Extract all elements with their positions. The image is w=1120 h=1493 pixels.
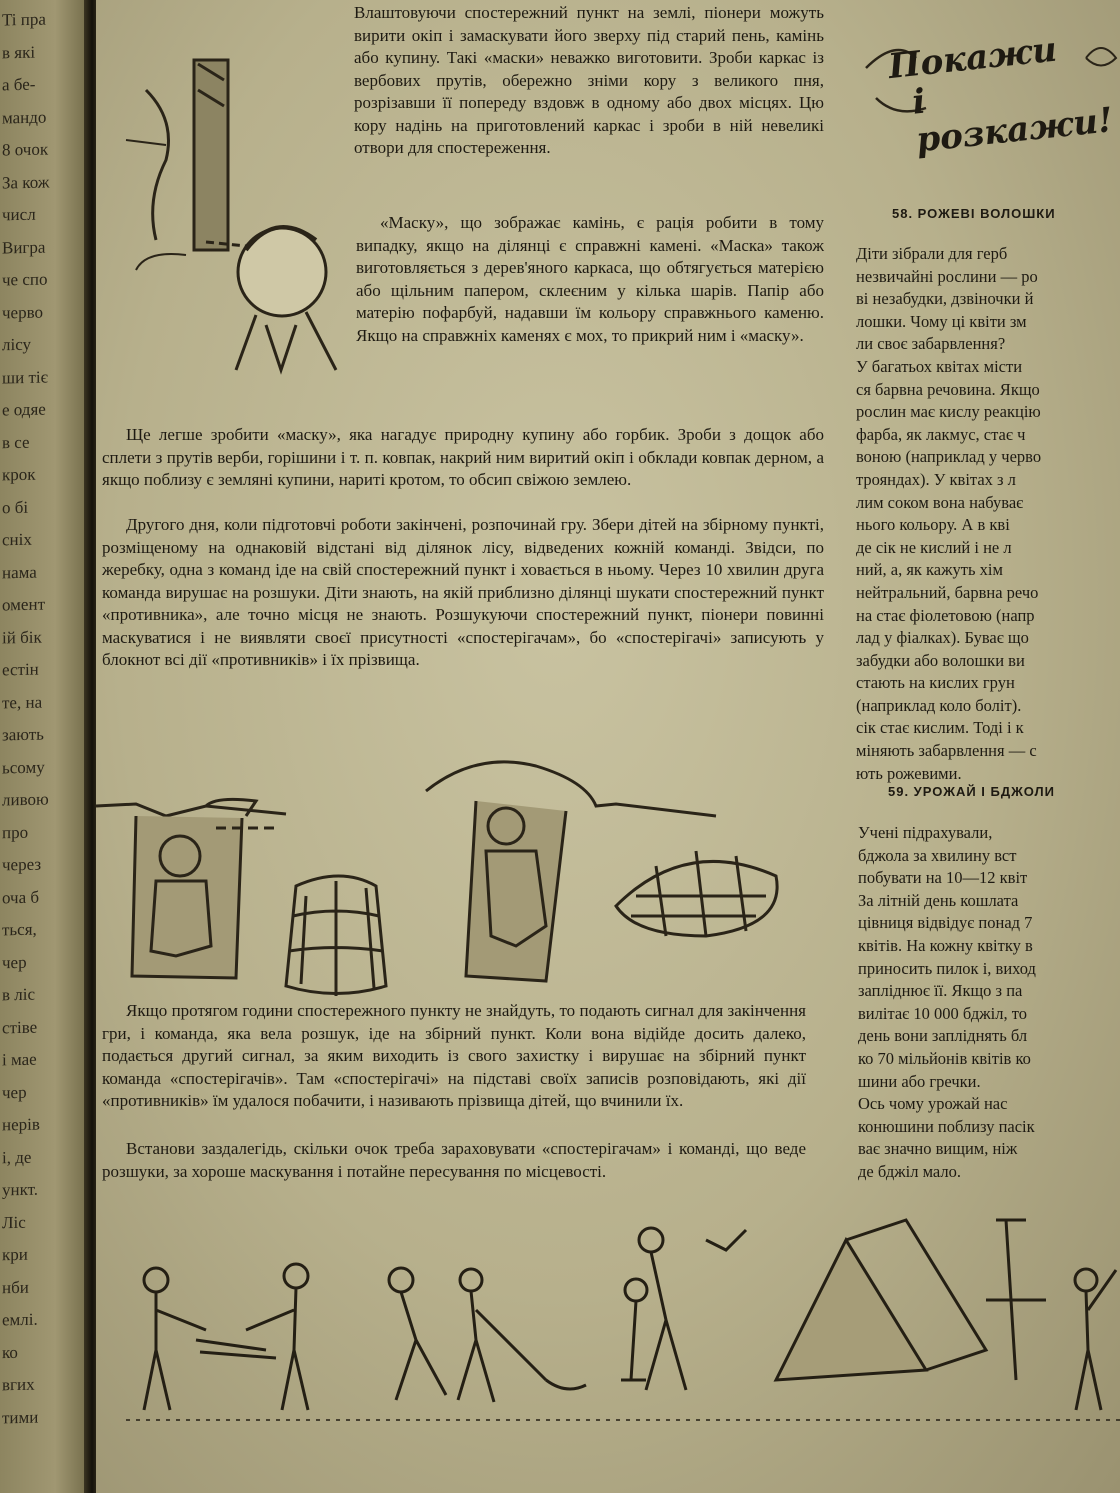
section-59-line: побувати на 10—12 квіт	[858, 868, 1028, 888]
section-58-line: незвичайні рослини — ро	[856, 266, 1038, 286]
section-58-line: трояндах). У квітах з л	[856, 469, 1016, 489]
left-page-fragment: лісу	[2, 334, 32, 355]
section-58-line: ють рожевими.	[856, 763, 962, 783]
end-game-paragraph: Якщо протягом години спостережного пункту не знайдуть, то подають сигнал для закінчення гри, і команда, яка вела розшук, іде на збірний пункт. Коли вона відійде досить далеко, подається другий сигнал, за яким виходить із свого захистку і вирушає на збірний пункт команда «спостерігачів». Там «спостерігачі» на підставі своїх записів розповідають, які дії «противників» їм удалося побачити, і називають прізвища дітей, що вчинили їх.	[102, 1001, 806, 1110]
hidden-observers-illustration	[96, 756, 816, 996]
left-page-fragment: емлі.	[2, 1309, 38, 1330]
left-page-fragment: омент	[2, 594, 46, 615]
left-page-fragment: ій бік	[2, 627, 42, 647]
left-page-fragment: числ	[2, 204, 36, 225]
title-line-1: Покажи	[886, 29, 1059, 88]
left-page-fragment: нама	[2, 562, 37, 582]
section-59-line: квітів. На кожну квітку в	[858, 935, 1033, 955]
left-page-fragment: ши тіє	[2, 367, 48, 387]
left-page-fragment: мандо	[2, 107, 47, 127]
section-58-line: ся барвна речовина. Якщо	[856, 379, 1040, 399]
left-page-fragment: о бі	[2, 497, 29, 517]
section-58-line: У багатьох квітах місти	[856, 356, 1023, 376]
section-58-line: забудки або волошки ви	[856, 650, 1025, 670]
left-page-fragment: а бе-	[2, 74, 36, 95]
section-59-line: день вони запліднять бл	[858, 1026, 1028, 1046]
section-58-line: лошки. Чому ці квіти зм	[856, 311, 1027, 331]
left-page-fragment: ьсому	[2, 757, 45, 777]
left-page-fragment: нби	[2, 1277, 29, 1297]
left-page-fragment: ко	[2, 1342, 18, 1362]
section-58-line: рослин має кислу реакцію	[856, 402, 1041, 422]
left-page-fragment: оча б	[2, 887, 40, 907]
section-58-line: лад у фіалках). Буває що	[856, 628, 1029, 648]
left-page-fragment: стіве	[2, 1017, 38, 1037]
right-page	[96, 0, 1120, 1493]
left-page-fragment: сніх	[2, 529, 32, 550]
section-59-line: вилітає 10 000 бджіл, то	[858, 1003, 1027, 1023]
left-page-fragment: Ti пра	[2, 9, 46, 30]
intro-paragraph: Влаштовуючи спостережний пункт на землі, піонери можуть вирити окіп і замаскувати його зверху під старий пень, камінь або купину. Такі «маски» неважко виготовити. Зроби каркас із вербових прутів, обережно зніми кору з великого пня, розрізавши її попереду вздовж в одному або двох місцях. Цю кору надінь на приготовлений каркас і зроби в ній невеликі отвори для спостереження.	[354, 3, 824, 157]
section-59-text	[858, 822, 1036, 1184]
section-58-line: Діти зібрали для герб	[856, 244, 1008, 263]
section-58-line: ли своє забарвлення?	[856, 334, 1006, 354]
left-page-fragment: про	[2, 822, 29, 842]
section-59-line: конюшини поблизу пасік	[858, 1116, 1035, 1136]
show-and-tell-title	[887, 24, 1120, 161]
section-59-line: Учені підрахували,	[858, 823, 993, 842]
left-page-fragment: че спо	[2, 269, 48, 290]
left-page-fragment: Вигра	[2, 237, 46, 257]
mask-stone-paragraph: «Маску», що зображає камінь, є рація робити в тому випадку, якщо на ділянці є справжні камені. «Маска» також виготовляється з дерев'яного каркаса, що обтягується матерією або щільним папером, склеєним у кілька шарів. Папір або матерію пофарбуй, надавши їм кольору справжнього каменю. Якщо на справжніх каменях є мох, то прикрий ним і «маску».	[356, 213, 824, 345]
section-59-line: ко 70 мільйонів квітів ко	[858, 1048, 1031, 1068]
section-58-heading: 58. РОЖЕВІ ВОЛОШКИ	[892, 206, 1056, 221]
section-58-line: воною (наприклад у черво	[856, 447, 1042, 467]
left-page-fragment: черво	[2, 302, 44, 322]
left-page-fragment: те, на	[2, 692, 43, 712]
left-page-fragment: е одяе	[2, 399, 46, 420]
left-page-fragment: кри	[2, 1244, 28, 1265]
section-59-line: За літній день кошлата	[858, 890, 1019, 910]
left-page-fragment: ливою	[2, 789, 49, 810]
points-paragraph: Встанови заздалегідь, скільки очок треба зараховувати «спостерігачам» і команді, що веде розшуки, за хороше маскування і потайне пересування по місцевості.	[102, 1139, 806, 1181]
section-58-line: (наприклад коло боліт).	[856, 695, 1022, 715]
section-59-heading: 59. УРОЖАЙ І БДЖОЛИ	[888, 784, 1055, 799]
left-page-fragment: чер	[2, 952, 27, 972]
left-page-fragment: естін	[2, 659, 39, 680]
left-page-fragment: вгих	[2, 1374, 35, 1395]
left-page-fragment: чер	[2, 1082, 27, 1102]
left-page-fragment: Ліс	[2, 1212, 26, 1232]
left-page-fragment: ункт.	[2, 1179, 39, 1200]
left-page	[0, 0, 92, 1493]
left-page-fragment: За кож	[2, 172, 50, 192]
scouts-activities-illustration	[126, 1180, 1120, 1430]
left-page-fragment: через	[2, 854, 42, 875]
section-58-line: сік стає кислим. Тоді і к	[856, 718, 1024, 738]
section-59-line: шини або гречки.	[858, 1071, 981, 1091]
left-page-fragment: зають	[2, 724, 44, 745]
left-page-fragment: нерів	[2, 1114, 40, 1135]
section-58-line: ний, а, як кажуть хім	[856, 560, 1003, 580]
section-58-line: нього кольору. А в кві	[856, 515, 1010, 535]
section-59-line: ває значно вищим, ніж	[858, 1139, 1018, 1159]
left-page-fragment: ться,	[2, 919, 37, 940]
section-59-line: цівниця відвідує понад 7	[858, 913, 1033, 933]
left-page-fragment: крок	[2, 464, 36, 485]
section-58-line: фарба, як лакмус, стає ч	[856, 424, 1026, 444]
mask-bump-paragraph: Ще легше зробити «маску», яка нагадує природну купину або горбик. Зроби з дощок або сплети з прутів верби, горішини і т. п. ковпак, накрий ним виритий окіп і обклади ковпак дерном, а якщо поблизу є земляні купини, нариті кротом, то обсип свіжою землею.	[102, 425, 824, 489]
section-58-line: міняють забарвлення — с	[856, 741, 1037, 761]
title-line-2: і розкажи!	[910, 81, 1115, 161]
section-59-line: приносить пилок і, виход	[858, 958, 1036, 978]
section-59-line: запліднює її. Якщо з па	[858, 981, 1023, 1001]
section-58-text	[856, 243, 1041, 785]
left-page-fragment: в се	[2, 432, 30, 452]
section-58-line: ві незабудки, дзвіночки й	[856, 289, 1034, 309]
next-day-paragraph: Другого дня, коли підготовчі роботи закінчені, розпочинай гру. Збери дітей на збірному пункті, розміщеному на однаковій відстані від ділянок лісу, відведених кожній команді. Звідси, по жеребку, одна з команд іде на свій спостережний пункт і ховається в ньому. Через 10 хвилин друга команда вирушає на розшуки. Діти знають, на якій приблизно ділянці шукати спостережний пункт «противника», але точно місця не знають. Розшукуючи спостережний пункт, піонери повинні маскуватися і не виявляти своєї присутності «спостерігачам», бо «спостерігачі» записують у блокнот всі дії «противників» і їх прізвища.	[102, 515, 824, 669]
left-page-fragment: і мае	[2, 1049, 37, 1070]
section-58-line: лим соком вона набуває	[856, 492, 1024, 512]
left-page-fragment: тими	[2, 1407, 39, 1427]
left-page-fragment: і, де	[2, 1147, 32, 1167]
section-58-line: нейтральний, барвна речо	[856, 582, 1039, 602]
section-58-line: стають на кислих грун	[856, 673, 1015, 693]
left-page-fragment: 8 очок	[2, 139, 49, 160]
section-59-line: Ось чому урожай нас	[858, 1094, 1008, 1114]
section-59-line: бджола за хвилину вст	[858, 845, 1017, 865]
section-59-line: де бджіл мало.	[858, 1161, 961, 1181]
left-page-fragment: в якi	[2, 42, 36, 62]
section-58-line: на стає фіолетовою (напр	[856, 605, 1035, 625]
left-page-fragment: в ліс	[2, 984, 36, 1005]
section-58-line: де сік не кислий і не л	[856, 537, 1012, 557]
